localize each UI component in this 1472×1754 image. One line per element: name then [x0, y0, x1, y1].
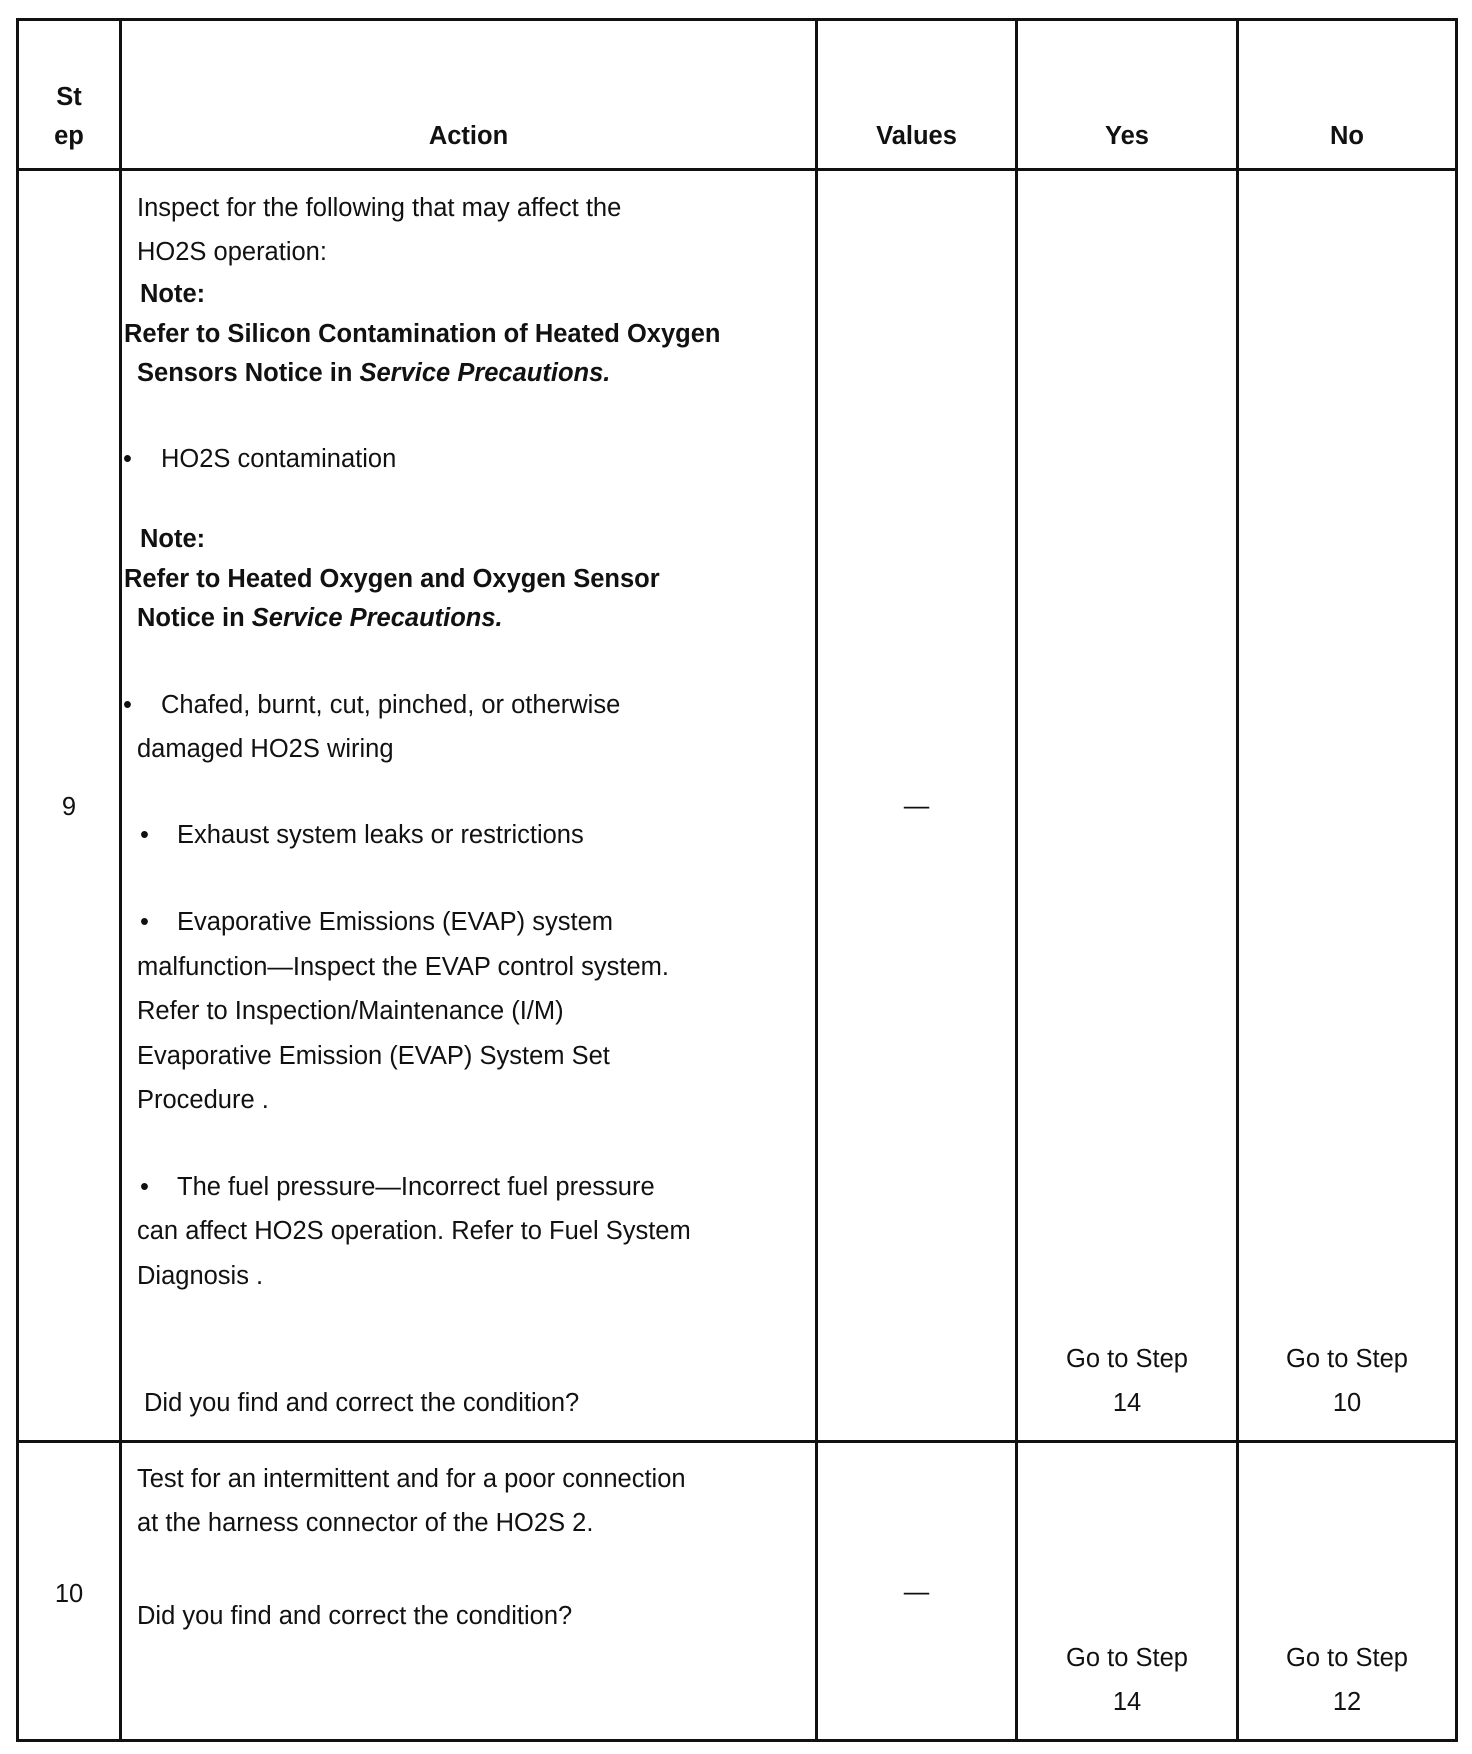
- column-divider-yes: [1236, 18, 1239, 1742]
- bullet-evap-line3: Refer to Inspection/Maintenance (I/M): [137, 997, 564, 1025]
- table-border-left: [16, 18, 19, 1742]
- table-border-top: [16, 18, 1458, 21]
- bullet-fuel-line2: can affect HO2S operation. Refer to Fuel System: [137, 1217, 691, 1245]
- action-intro-line2: HO2S operation:: [137, 238, 327, 266]
- column-divider-values: [1015, 18, 1018, 1742]
- column-divider-step: [119, 18, 122, 1742]
- bullet-fuel-line1: The fuel pressure—Incorrect fuel pressure: [177, 1173, 655, 1201]
- bullet-exhaust: Exhaust system leaks or restrictions: [177, 821, 584, 849]
- note-label: Note:: [140, 280, 206, 308]
- values-cell: —: [903, 792, 930, 820]
- bullet-icon: •: [140, 1173, 149, 1201]
- bullet-hO2S-contamination: HO2S contamination: [161, 445, 397, 473]
- bullet-evap-line1: Evaporative Emissions (EVAP) system: [177, 908, 613, 936]
- step-number: 10: [54, 1580, 84, 1608]
- note-label: Note:: [140, 525, 206, 553]
- bullet-icon: •: [123, 445, 132, 473]
- bullet-wiring-line1: Chafed, burnt, cut, pinched, or otherwise: [161, 691, 621, 719]
- header-yes: Yes: [1105, 122, 1149, 150]
- action-line2: at the harness connector of the HO2S 2.: [137, 1509, 594, 1537]
- action-question: Did you find and correct the condition?: [144, 1389, 580, 1417]
- bullet-evap-line4: Evaporative Emission (EVAP) System Set: [137, 1042, 610, 1070]
- header-step-line2: ep: [54, 122, 84, 150]
- column-divider-action: [815, 18, 818, 1742]
- note-text-line1: Refer to Heated Oxygen and Oxygen Sensor: [124, 565, 660, 593]
- no-goto-line1: Go to Step: [1286, 1644, 1408, 1672]
- header-no: No: [1330, 122, 1364, 150]
- bullet-evap-line2: malfunction—Inspect the EVAP control system.: [137, 953, 669, 981]
- note-text-line1: Refer to Silicon Contamination of Heated Oxygen: [124, 320, 721, 348]
- bullet-evap-line5: Procedure .: [137, 1086, 269, 1114]
- values-cell: —: [903, 1578, 930, 1606]
- table-border-bottom: [16, 1739, 1458, 1742]
- bullet-icon: •: [140, 821, 149, 849]
- no-goto-line1: Go to Step: [1286, 1345, 1408, 1373]
- note-text-prefix: Sensors Notice in: [137, 359, 360, 387]
- note-text-line2: [137, 606, 503, 632]
- note-text-prefix: Notice in: [137, 604, 252, 632]
- service-precautions-reference: Service Precautions.: [359, 359, 611, 387]
- no-goto-line2: 10: [1332, 1389, 1362, 1417]
- yes-goto-line2: 14: [1112, 1389, 1142, 1417]
- table-border-right: [1455, 18, 1458, 1742]
- step-number: 9: [61, 793, 77, 821]
- header-action: Action: [428, 122, 509, 150]
- note-text-line2: [137, 361, 610, 387]
- bullet-icon: •: [140, 908, 149, 936]
- bullet-wiring-line2: damaged HO2S wiring: [137, 735, 394, 763]
- action-intro-line1: Inspect for the following that may affect the: [137, 194, 622, 222]
- action-question: Did you find and correct the condition?: [137, 1602, 573, 1630]
- header-bottom-rule: [16, 168, 1458, 171]
- bullet-icon: •: [123, 691, 132, 719]
- header-step-line1: St: [56, 83, 82, 111]
- yes-goto-line1: Go to Step: [1066, 1345, 1188, 1373]
- bullet-fuel-line3: Diagnosis .: [137, 1262, 264, 1290]
- yes-goto-line2: 14: [1112, 1688, 1142, 1716]
- action-line1: Test for an intermittent and for a poor connection: [137, 1465, 686, 1493]
- no-goto-line2: 12: [1332, 1688, 1362, 1716]
- header-values: Values: [876, 122, 957, 150]
- service-precautions-reference: Service Precautions.: [251, 604, 503, 632]
- row-divider: [16, 1440, 1458, 1443]
- yes-goto-line1: Go to Step: [1066, 1644, 1188, 1672]
